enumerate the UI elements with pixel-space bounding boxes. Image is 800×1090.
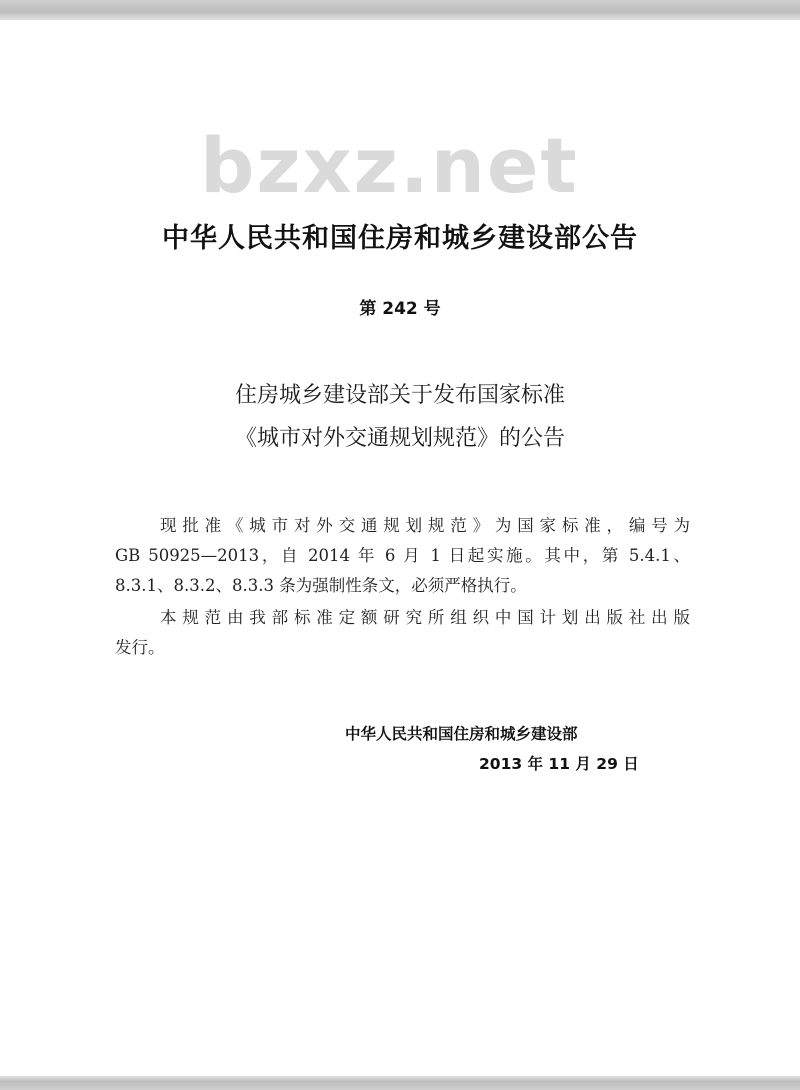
body-line-4: 本规范由我部标准定额研究所组织中国计划出版社出版 (160, 608, 690, 627)
bottom-border-bar (0, 1076, 800, 1090)
body-line-3: 8.3.1、8.3.2、8.3.3 条为强制性条文，必须严格执行。 (115, 576, 527, 595)
body-line-1: 现批准《城市对外交通规划规范》为国家标准，编号为 (160, 516, 690, 535)
body-line-2: GB 50925—2013，自 2014 年 6 月 1 日起实施。其中，第 5.4.1、 (115, 546, 690, 565)
top-border-bar (0, 0, 800, 20)
issuer-signature: 中华人民共和国住房和城乡建设部 (345, 725, 578, 743)
issue-date: 2013 年 11 月 29 日 (479, 755, 639, 773)
announcement-title: 中华人民共和国住房和城乡建设部公告 (162, 223, 638, 254)
body-line-5: 发行。 (115, 638, 165, 657)
announcement-subtitle-line-1: 住房城乡建设部关于发布国家标准 (234, 383, 565, 408)
announcement-number: 第 242 号 (359, 299, 441, 319)
watermark: bzxz.net (200, 121, 579, 210)
announcement-subtitle-line-2: 《城市对外交通规划规范》的公告 (234, 426, 565, 451)
